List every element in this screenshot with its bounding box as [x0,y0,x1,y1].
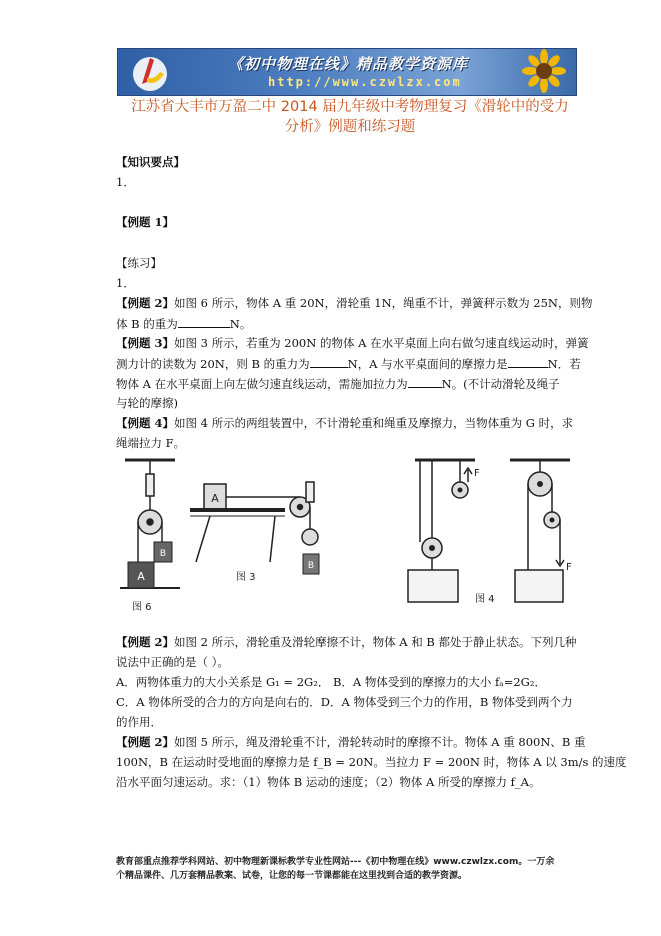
question-1-line2 [116,315,251,332]
question-4-text1: 如图 2 所示，滑轮重及滑轮摩擦不计，物体 A 和 B 都处于静止状态。下列几种 [174,635,577,649]
question-2-line4: 与轮的摩擦) [116,396,178,410]
question-2-text3a: 物体 A 在水平桌面上向左做匀速直线运动，需施加拉力为 [116,377,408,391]
pulley-figures [120,452,590,622]
page-footer [116,855,556,883]
logo-icon [128,52,172,92]
question-4-option-cd: C．A 物体所受的合力的方向是向右的．D．A 物体受到三个力的作用，B 物体受到两个力 [116,695,573,709]
practice-header: 【练习】 [116,256,162,270]
question-5-line1 [116,734,586,750]
question-1-line1 [116,295,593,311]
question-2-line3 [116,375,560,392]
block-a-label: A [137,570,145,583]
knowledge-header: 【知识要点】 [116,155,185,169]
question-3-text1: 如图 4 所示的两组装置中，不计滑轮重和绳重及摩擦力，当物体重为 G 时，求 [174,416,574,430]
sunflower-icon [510,49,570,95]
block-b-fig3-label: B [307,561,315,571]
block-a-fig3-label: A [211,492,219,505]
figure-4-label: 图 4 [475,594,495,605]
question-2-text2b: N，A 与水平桌面间的摩擦力是 [347,357,508,371]
question-4-label: 【例题 2】 [116,635,175,649]
figure-6-label: 图 6 [132,602,152,613]
practice-item-1: 1． [116,276,135,290]
question-2-text3b: N。(不计动滑轮及绳子 [441,377,560,391]
banner-url: http://www.czwlzx.com [268,75,462,89]
question-2-text1: 如图 3 所示，若重为 200N 的物体 A 在水平桌面上向右做匀速直线运动时，弹簧 [174,336,589,350]
question-3-line2: 绳端拉力 F。 [116,436,186,450]
answer-blank[interactable] [408,375,442,388]
question-2-text2a: 测力计的读数为 20N，则 B 的重力为 [116,357,310,371]
question-1-text2b: N。 [229,317,252,331]
question-4-line1 [116,634,577,650]
question-3-label: 【例题 4】 [116,416,175,430]
footer-line1: 教育部重点推荐学科网站、初中物理新课标教学专业性网站---《初中物理在线》www.czwlzx.com。一万余 [116,857,555,867]
question-5-label: 【例题 2】 [116,735,175,749]
header-banner [117,48,577,96]
question-3-line1 [116,415,573,431]
knowledge-item-1: 1． [116,175,135,189]
question-2-label: 【例题 3】 [116,336,175,350]
answer-blank[interactable] [508,355,548,368]
force-f-label-left: F [474,468,480,479]
force-f-label-right: F [566,562,572,573]
example1-header: 【例题 1】 [116,215,175,229]
question-4-option-ab: A．两物体重力的大小关系是 G₁ = 2G₂． B．A 物体受到的摩擦力的大小 fₐ=2G₂． [116,675,546,689]
answer-blank[interactable] [178,315,230,328]
question-2-line2 [116,355,581,372]
question-2-text2c: N．若 [547,357,581,371]
question-4-line2: 说法中正确的是（ ）。 [116,655,229,669]
question-5-line2: 100N，B 在运动时受地面的摩擦力是 f_B = 20N。当拉力 F = 200N 时，物体 A 以 3m/s 的速度 [116,755,627,769]
page-title-line2: 分析》例题和练习题 [284,119,416,135]
question-5-text1: 如图 5 所示，绳及滑轮重不计，滑轮转动时的摩擦不计。物体 A 重 800N、B 重 [174,735,586,749]
footer-line2: 个精品课件、几万套精品教案、试卷，让您的每一节课都能在这里找到合适的教学资源。 [116,871,468,881]
answer-blank[interactable] [310,355,348,368]
question-4-line5: 的作用． [116,715,162,729]
page-title [100,97,600,137]
question-2-line1 [116,335,589,351]
question-1-label: 【例题 2】 [116,296,175,310]
block-b-label: B [159,549,167,559]
banner-title: 《初中物理在线》精品教学资源库 [228,55,469,73]
question-5-line3: 沿水平面匀速运动。求：（1）物体 B 运动的速度；（2）物体 A 所受的摩擦力 f_A。 [116,775,541,789]
page-title-line1: 江苏省大丰市万盈二中 2014 届九年级中考物理复习《滑轮中的受力 [131,99,569,115]
question-1-text1: 如图 6 所示，物体 A 重 20N，滑轮重 1N，绳重不计，弹簧秤示数为 25N，则物 [174,296,593,310]
question-1-text2a: 体 B 的重为 [116,317,178,331]
figure-3-label: 图 3 [236,572,256,583]
